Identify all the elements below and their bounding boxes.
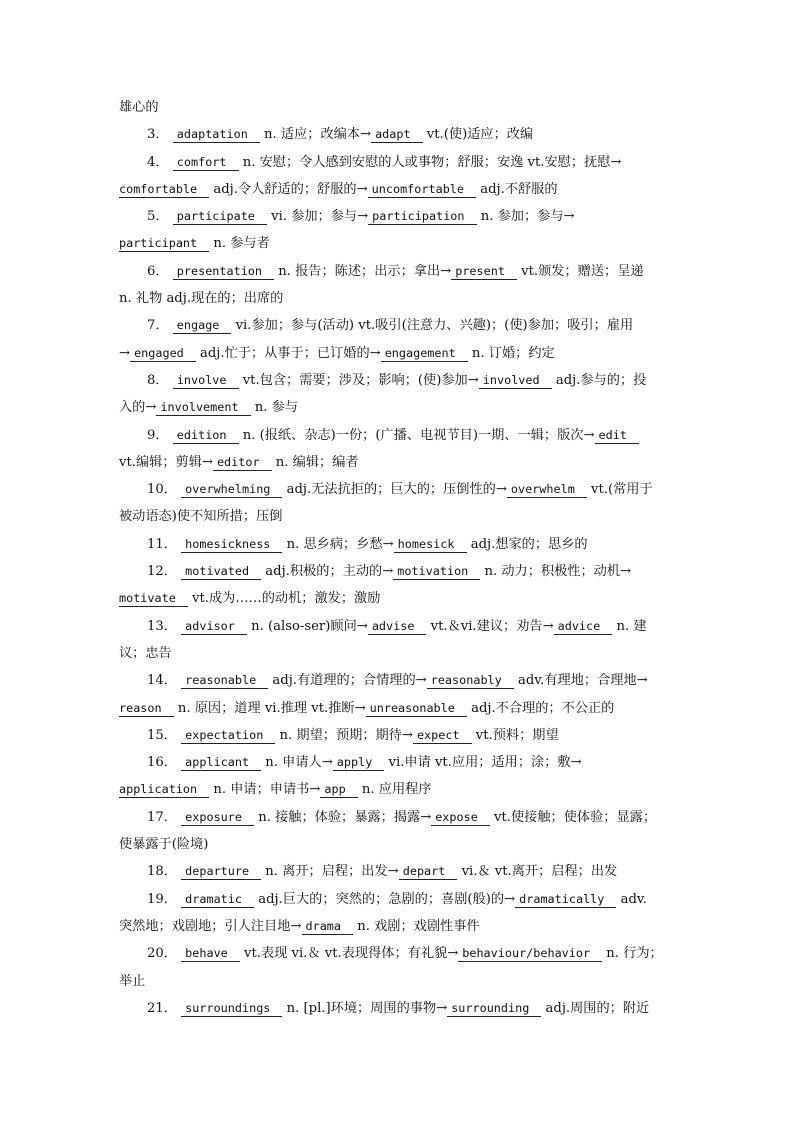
answer-blank: edition — [173, 428, 239, 444]
entry-6-cont: n. 礼物 adj.现在的；出席的 — [119, 291, 284, 307]
answer-blank: adapt — [371, 127, 423, 143]
answer-blank: surroundings — [181, 1001, 282, 1017]
entry-15: 15． expectation n. 期望；预期；期待→ expect vt.预料；期望 — [147, 727, 559, 743]
answer-blank: advice — [554, 619, 613, 635]
answer-blank: engaged — [130, 346, 196, 362]
entry-20: 20． behave vt.表现 vi.＆ vt.表现得体；有礼貌→ behaviour/behavior n. 行为； — [147, 946, 663, 962]
answer-blank: motivation — [393, 564, 480, 580]
answer-blank: drama — [302, 919, 354, 935]
entry-8-cont: 入的→ involvement n. 参与 — [119, 400, 299, 416]
entry-13: 13． advisor n. (also-ser)顾问→ advise vt.＆vi.建议；劝告→ advice n. 建 — [147, 618, 647, 634]
answer-blank: advise — [368, 619, 427, 635]
answer-blank: expose — [431, 810, 490, 826]
answer-blank: expectation — [181, 728, 275, 744]
entry-16-cont: application n. 申请；申请书→ app n. 应用程序 — [119, 782, 432, 798]
entry-17-cont: 使暴露于(险境) — [119, 837, 209, 853]
answer-blank: uncomfortable — [368, 182, 476, 198]
answer-blank: homesickness — [181, 537, 282, 553]
entry-10: 10． overwhelming adj.无法抗拒的；巨大的；压倒性的→ overwhelm vt.(常用于 — [147, 482, 653, 498]
answer-blank: application — [119, 782, 209, 798]
entry-12-cont: motivate vt.成为……的动机；激发；激励 — [119, 591, 381, 607]
entry-3: 3． adaptation n. 适应；改编本→ adapt vt.(使)适应；改编 — [147, 127, 534, 143]
answer-blank: reasonably — [427, 673, 514, 689]
answer-blank: engage — [173, 318, 232, 334]
answer-blank: unreasonable — [366, 701, 467, 717]
entry-5: 5． participate vi. 参加；参与→ participation n. 参加；参与→ — [147, 209, 575, 225]
entry-7-cont: → engaged adj.忙于；从事于；已订婚的→ engagement n. 订婚；约定 — [119, 345, 555, 361]
answer-blank: behaviour/behavior — [458, 946, 602, 962]
entry-9: 9． edition n. (报纸、杂志)一份；(广播、电视节目)一期、一辑；版次→ edit — [119, 422, 675, 449]
answer-blank: applicant — [181, 755, 261, 771]
continued-text: 雄心的 — [119, 100, 159, 115]
entry-19: 19． dramatic adj.巨大的；突然的；急剧的；喜剧(般)的→ dramatically adv. — [147, 891, 647, 907]
entry-10-cont: 被动语态)使不知所措；压倒 — [119, 509, 283, 525]
answer-blank: reasonable — [181, 673, 268, 689]
answer-blank: expect — [413, 728, 472, 744]
entry-13-cont: 议；忠告 — [119, 645, 172, 661]
answer-blank: depart — [399, 864, 458, 880]
answer-blank: advisor — [181, 619, 247, 635]
entry-12: 12． motivated adj.积极的；主动的→ motivation n. 动力；积极性；动机→ — [147, 564, 632, 580]
answer-blank: participate — [173, 209, 267, 225]
answer-blank: involve — [173, 373, 239, 389]
answer-blank: dramatic — [181, 892, 254, 908]
entry-20-cont: 举止 — [119, 973, 146, 989]
answer-blank: app — [320, 782, 357, 798]
answer-blank: overwhelming — [181, 482, 282, 498]
entry-17: 17． exposure n. 接触；体验；暴露；揭露→ expose vt.使接触；使体验；显露； — [147, 809, 657, 825]
entry-9-cont: vt.编辑；剪辑→ editor n. 编辑；编者 — [119, 454, 359, 470]
entry-18: 18． departure n. 离开；启程；出发→ depart vi.＆ vt.离开；启程；出发 — [147, 864, 618, 880]
entry-4-cont: comfortable adj.令人舒适的；舒服的→ uncomfortable adj.不舒服的 — [119, 181, 558, 197]
answer-blank: engagement — [381, 346, 468, 362]
answer-blank: homesick — [394, 537, 467, 553]
entry-14-cont: reason n. 原因；道理 vi.推理 vt.推断→ unreasonable adj.不合理的；不公正的 — [119, 700, 615, 716]
answer-blank: presentation — [173, 264, 274, 280]
entry-16: 16． applicant n. 申请人→ apply vi.申请 vt.应用；适用；涂；敷→ — [147, 755, 582, 771]
answer-blank: participation — [368, 209, 476, 225]
answer-blank: motivated — [181, 564, 261, 580]
answer-blank: surrounding — [447, 1001, 541, 1017]
answer-blank: reason — [119, 701, 174, 717]
entry-7: 7． engage vi.参加；参与(活动) vt.吸引(注意力、兴趣)；(使)参加；吸引；雇用 — [147, 318, 634, 334]
entry-6: 6． presentation n. 报告；陈述；出示；拿出→ present vt.颁发；赠送；呈递 — [147, 263, 644, 279]
answer-blank: overwhelm — [507, 482, 587, 498]
answer-blank: editor — [213, 455, 272, 471]
entry-21: 21． surroundings n. [pl.]环境；周围的事物→ surrounding adj.周围的；附近 — [147, 1000, 650, 1016]
answer-blank: involvement — [156, 400, 250, 416]
answer-blank: comfortable — [119, 182, 209, 198]
entry-4: 4． comfort n. 安慰；令人感到安慰的人或事物；舒服；安逸 vt.安慰；抚慰→ — [147, 154, 622, 170]
answer-blank: participant — [119, 236, 209, 252]
answer-blank: exposure — [181, 810, 254, 826]
entry-14: 14． reasonable adj.有道理的；合情理的→ reasonably adv.有理地；合理地→ — [147, 673, 648, 689]
answer-blank: dramatically — [515, 892, 616, 908]
answer-blank: motivate — [119, 591, 188, 607]
entry-8: 8． involve vt.包含；需要；涉及；影响；(使)参加→ involved adj.参与的；投 — [147, 372, 647, 388]
answer-blank: present — [451, 264, 517, 280]
answer-blank: adaptation — [173, 127, 260, 143]
answer-blank: behave — [181, 946, 240, 962]
answer-blank: comfort — [173, 155, 239, 171]
answer-blank: apply — [333, 755, 385, 771]
entry-5-cont: participant n. 参与者 — [119, 236, 270, 252]
answer-blank: involved — [479, 373, 552, 389]
answer-blank: edit — [595, 428, 639, 444]
entry-19-cont: 突然地；戏剧地；引人注目地→ drama n. 戏剧；戏剧性事件 — [119, 918, 480, 934]
answer-blank: departure — [181, 864, 261, 880]
vocabulary-list — [119, 94, 675, 1022]
entry-11: 11． homesickness n. 思乡病；乡愁→ homesick adj.想家的；思乡的 — [147, 536, 588, 552]
